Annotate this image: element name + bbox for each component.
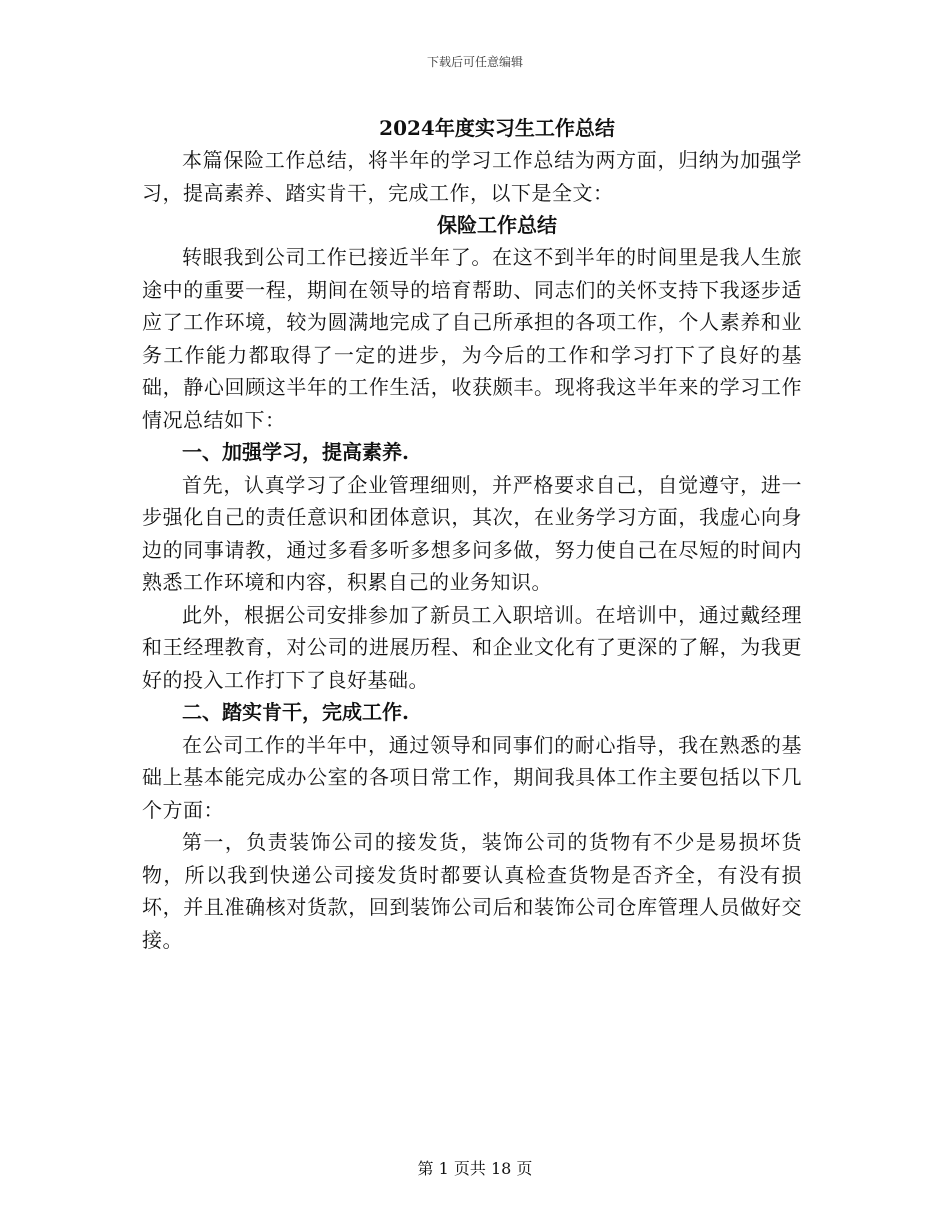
section-heading-2: 二、踏实肯干，完成工作.	[182, 700, 409, 724]
section-heading-1: 一、加强学习，提高素养.	[182, 440, 409, 464]
paragraph-5: 第一，负责装饰公司的接发货，装饰公司的货物有不少是易损坏货物，所以我到快递公司接发货时都要认真检查货物是否齐全，有没有损坏，并且准确核对货款，回到装饰公司后和装饰公司仓库管理人员做好交接。	[142, 830, 802, 952]
document-body	[142, 112, 802, 956]
header-note: 下载后可任意编辑	[426, 55, 523, 69]
paragraph-2: 首先，认真学习了企业管理细则，并严格要求自己，自觉遵守，进一步强化自己的责任意识和团体意识，其次，在业务学习方面，我虚心向身边的同事请教，通过多看多听多想多问多做，努力使自己在尽短的时间内熟悉工作环境和内容，积累自己的业务知识。	[142, 472, 802, 594]
document-title: 2024年度实习生工作总结	[379, 116, 615, 140]
page-number: 第 1 页共 18 页	[417, 1159, 533, 1178]
paragraph-3: 此外，根据公司安排参加了新员工入职培训。在培训中，通过戴经理和王经理教育，对公司的进展历程、和企业文化有了更深的了解，为我更好的投入工作打下了良好基础。	[142, 602, 802, 692]
intro-paragraph: 本篇保险工作总结，将半年的学习工作总结为两方面，归纳为加强学习，提高素养、踏实肯干，完成工作，以下是全文：	[142, 148, 802, 205]
paragraph-1: 转眼我到公司工作已接近半年了。在这不到半年的时间里是我人生旅途中的重要一程，期间在领导的培育帮助、同志们的关怀支持下我逐步适应了工作环境，较为圆满地完成了自己所承担的各项工作，个人素养和业务工作能力都取得了一定的进步，为今后的工作和学习打下了良好的基础，静心回顾这半年的工作生活，收获颇丰。现将我这半年来的学习工作情况总结如下：	[142, 245, 802, 432]
paragraph-4: 在公司工作的半年中，通过领导和同事们的耐心指导，我在熟悉的基础上基本能完成办公室的各项日常工作，期间我具体工作主要包括以下几个方面：	[142, 732, 802, 822]
document-subtitle: 保险工作总结	[437, 213, 557, 237]
